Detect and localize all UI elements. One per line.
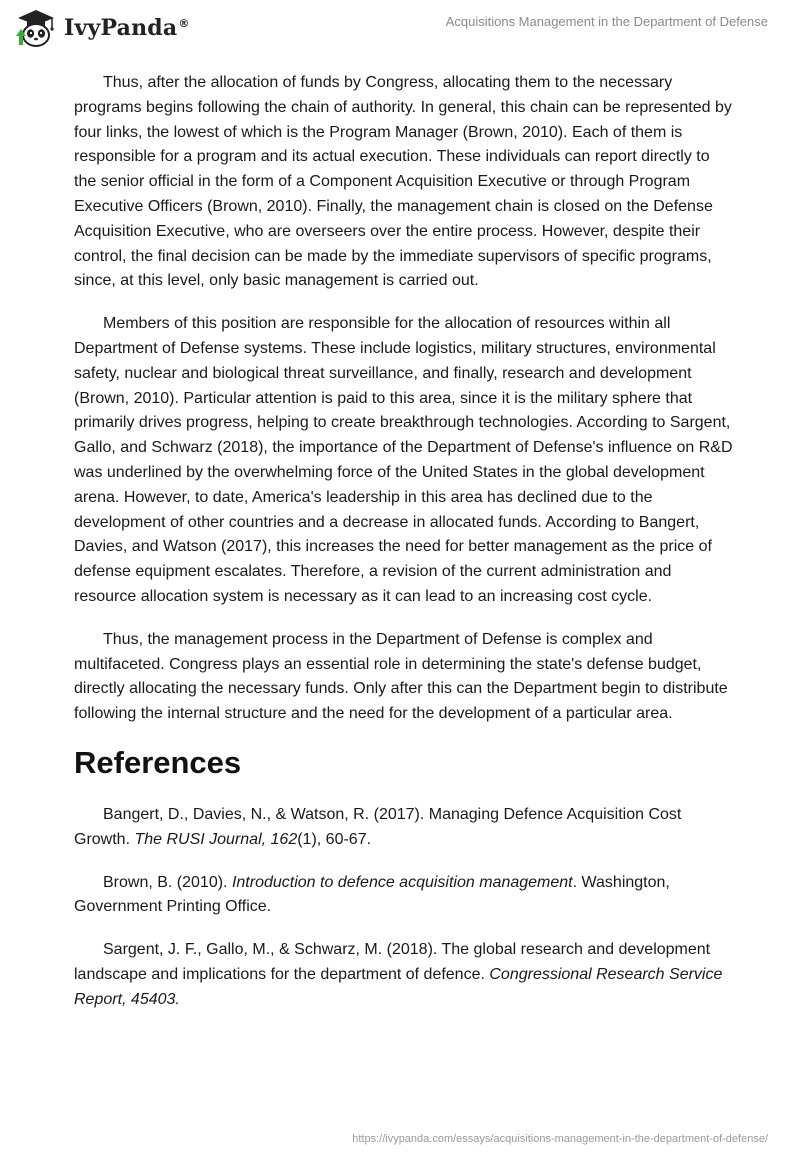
reference-item: Sargent, J. F., Gallo, M., & Schwarz, M. (2018). The global research and development landscape and implications for the department of defence. Congressional Research Service Report, 45403. <box>74 941 723 1008</box>
reference-item: Bangert, D., Davies, N., & Watson, R. (2017). Managing Defence Acquisition Cost Growth. The RUSI Journal, 162(1), 60-67. <box>74 805 682 848</box>
essay-body <box>74 71 734 1031</box>
source-url[interactable]: https://ivypanda.com/essays/acquisitions-management-in-the-department-of-defense/ <box>352 1133 768 1145</box>
panda-logo-icon <box>14 8 58 48</box>
logo-wordmark: IvyPanda® <box>64 15 190 41</box>
body-paragraph: Thus, after the allocation of funds by Congress, allocating them to the necessary programs begins following the chain of authority. In general, this chain can be represented by four links, the lowest of which is the Program Manager (Brown, 2010). Each of them is responsible for a program and its actual execution. These individuals can report directly to the senior official in the form of a Component Acquisition Executive or through Program Executive Officers (Brown, 2010). Finally, the management chain is closed on the Defense Acquisition Executive, who are overseers over the entire process. However, despite their control, the final decision can be made by the immediate supervisors of specific programs, since, at this level, only basic management is carried out. <box>74 74 732 290</box>
page-header <box>0 0 800 70</box>
references-heading: References <box>74 744 242 780</box>
body-paragraph: Thus, the management process in the Department of Defense is complex and multifaceted. Congress plays an essential role in determining the state's defense budget, directly allocating the necessary funds. Only after this can the Department begin to distribute following the internal structure and the need for the development of a particular area. <box>74 630 728 723</box>
reference-item: Brown, B. (2010). Introduction to defence acquisition management. Washington, Government Printing Office. <box>74 873 670 916</box>
site-logo[interactable] <box>14 8 190 48</box>
document-title: Acquisitions Management in the Department of Defense <box>445 14 768 29</box>
body-paragraph: Members of this position are responsible for the allocation of resources within all Department of Defense systems. These include logistics, military structures, environmental safety, nuclear and biological threat surveillance, and finally, research and development (Brown, 2010). Particular attention is paid to this area, since it is the military sphere that primarily drives progress, helping to create breakthrough technologies. According to Sargent, Gallo, and Schwarz (2018), the importance of the Department of Defense's influence on R&D was underlined by the overwhelming force of the United States in the global development arena. However, to date, America's leadership in this area has declined due to the development of other countries and a decrease in allocated funds. According to Bangert, Davies, and Watson (2017), this increases the need for better management as the price of defense equipment escalates. Therefore, a revision of the current administration and resource allocation system is necessary as it can lead to an increasing cost cycle. <box>74 315 733 605</box>
